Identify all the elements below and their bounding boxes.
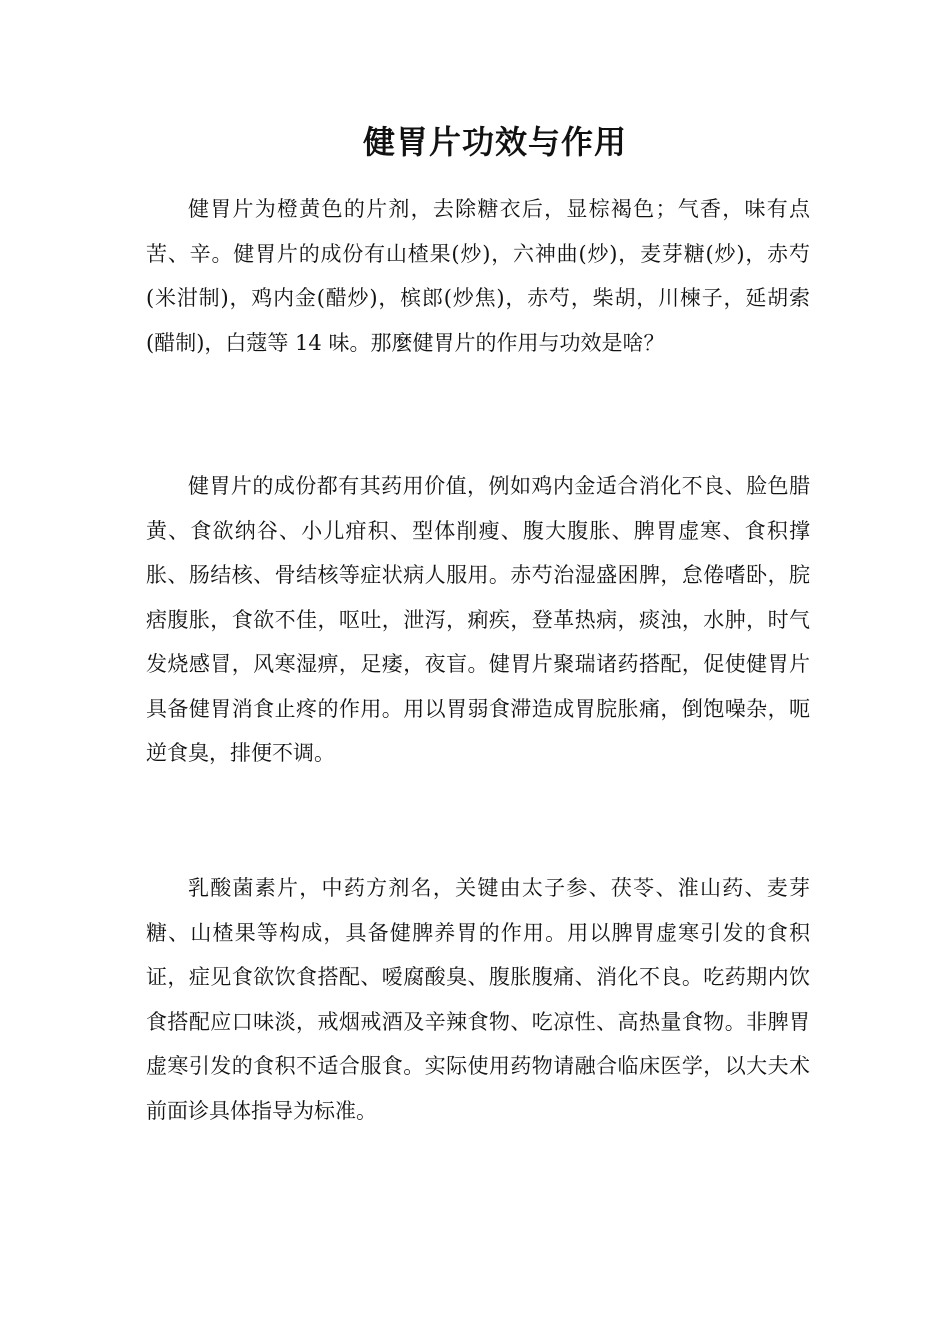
paragraph-intro: 健胃片为橙黄色的片剂，去除糖衣后，显棕褐色；气香，味有点苦、辛。健胃片的成份有山楂果(炒)，六神曲(炒)，麦芽糖(炒)，赤芍(米泔制)，鸡内金(醋炒)，槟郎(炒焦)，赤芍，柴胡，川楝子，延胡索(醋制)，白蔻等 14 味。那麼健胃片的作用与功效是啥？ bbox=[146, 197, 810, 355]
paragraph-lactobacillus: 乳酸菌素片，中药方剂名，关键由太子参、茯苓、淮山药、麦芽糖、山楂果等构成，具备健脾养胃的作用。用以脾胃虚寒引发的食积证，症见食欲饮食搭配、嗳腐酸臭、腹胀腹痛、消化不良。吃药期内饮食搭配应口味淡，戒烟戒酒及辛辣食物、吃凉性、高热量食物。非脾胃虚寒引发的食积不适合服食。实际使用药物请融合临床医学，以大夫术前面诊具体指导为标准。 bbox=[146, 876, 810, 1123]
paragraph-ingredients: 健胃片的成份都有其药用价值，例如鸡内金适合消化不良、脸色腊黄、食欲纳谷、小儿疳积、型体削瘦、腹大腹胀、脾胃虚寒、食积撑胀、肠结核、骨结核等症状病人服用。赤芍治湿盛困脾，怠倦嗜卧，脘痞腹胀，食欲不佳，呕吐，泄泻，痢疾，登革热病，痰浊，水肿，时气发烧感冒，风寒湿痹，足痿，夜盲。健胃片聚瑞诸药搭配，促使健胃片具备健胃消食止疼的作用。用以胃弱食滞造成胃脘胀痛，倒饱噪杂，呃逆食臭，排便不调。 bbox=[146, 474, 810, 765]
document-title: 健胃片功效与作用 bbox=[362, 123, 627, 161]
